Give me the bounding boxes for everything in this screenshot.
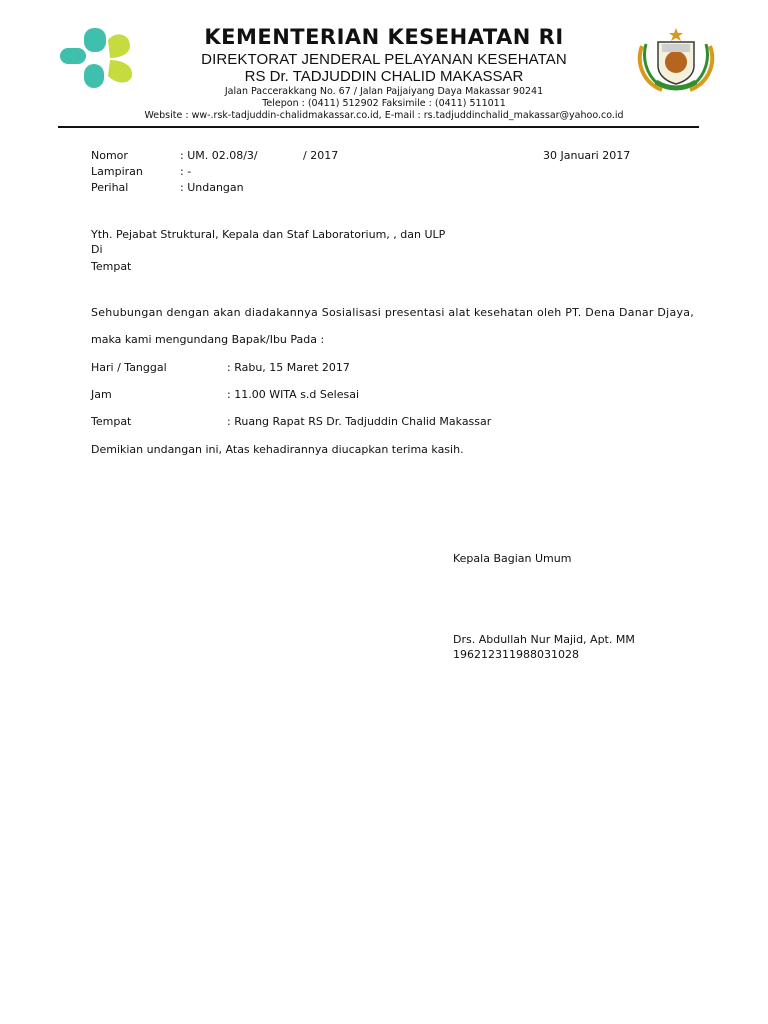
detail-time-value: : 11.00 WITA s.d Selesai: [227, 388, 360, 401]
ministry-title: KEMENTERIAN KESEHATAN RI: [204, 25, 564, 49]
signature-name: Drs. Abdullah Nur Majid, Apt. MM: [453, 633, 635, 646]
recipient-place: Tempat: [91, 260, 132, 273]
letter-date: 30 Januari 2017: [543, 149, 631, 162]
signature-title: Kepala Bagian Umum: [453, 552, 572, 565]
recipient-di: Di: [91, 243, 103, 256]
detail-place-label: Tempat: [91, 415, 132, 428]
signature-nip: 196212311988031028: [453, 648, 579, 661]
perihal-value: : Undangan: [180, 181, 244, 194]
directorate-title: DIREKTORAT JENDERAL PELAYANAN KESEHATAN: [201, 51, 567, 68]
hospital-emblem-icon: [632, 26, 720, 94]
lampiran-value: : -: [180, 165, 192, 178]
nomor-value: : UM. 02.08/3/: [180, 149, 258, 162]
hospital-address: Jalan Paccerakkang No. 67 / Jalan Pajjaiyang Daya Makassar 90241: [224, 86, 544, 97]
detail-time-label: Jam: [91, 388, 112, 401]
detail-date-label: Hari / Tanggal: [91, 361, 167, 374]
nomor-year: / 2017: [303, 149, 339, 162]
detail-place-value: : Ruang Rapat RS Dr. Tadjuddin Chalid Makassar: [227, 415, 492, 428]
hospital-website: Website : ww-.rsk-tadjuddin-chalidmakassar.co.id, E-mail : rs.tadjuddinchalid_makassar@yahoo.co.id: [144, 110, 624, 121]
lampiran-label: Lampiran: [91, 165, 143, 178]
nomor-label: Nomor: [91, 149, 128, 162]
body-paragraph-2: maka kami mengundang Bapak/Ibu Pada :: [91, 333, 325, 346]
body-paragraph-1: Sehubungan dengan akan diadakannya Sosialisasi presentasi alat kesehatan oleh PT. Dena Danar Djaya,: [91, 306, 694, 319]
closing-text: Demikian undangan ini, Atas kehadirannya diucapkan terima kasih.: [91, 443, 464, 456]
detail-date-value: : Rabu, 15 Maret 2017: [227, 361, 350, 374]
recipient-line: Yth. Pejabat Struktural, Kepala dan Staf Laboratorium, , dan ULP: [91, 228, 446, 241]
header-divider: [58, 126, 699, 128]
hospital-phone: Telepon : (0411) 512902 Faksimile : (0411) 511011: [262, 98, 506, 109]
perihal-label: Perihal: [91, 181, 129, 194]
hospital-title: RS Dr. TADJUDDIN CHALID MAKASSAR: [244, 68, 524, 85]
